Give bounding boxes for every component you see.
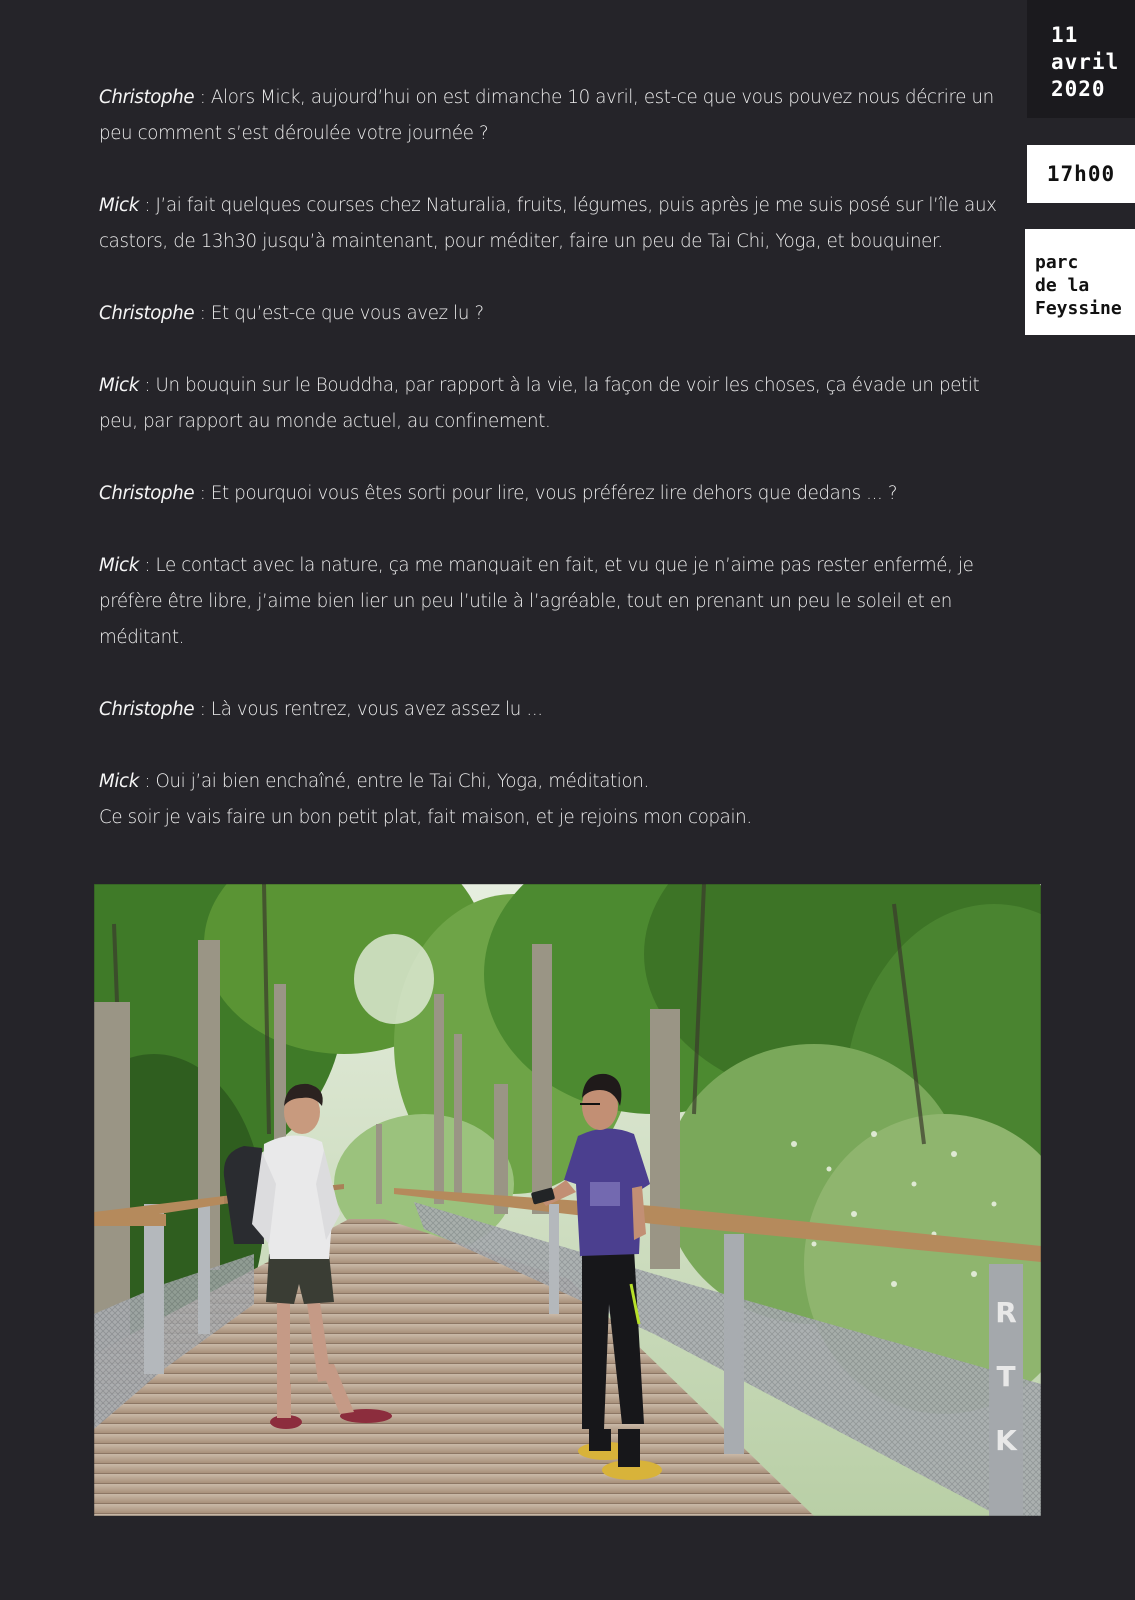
speaker-name: Mick <box>99 555 139 576</box>
exchange-text: Un bouquin sur le Bouddha, par rapport à la vie, la façon de voir les choses, ça évade un petit peu, par rapport au monde actuel, au confinement. <box>99 375 980 432</box>
date-year: 2020 <box>1051 77 1106 101</box>
interview-text <box>99 80 1004 872</box>
speaker-name: Mick <box>99 195 139 216</box>
exchange-text: Là vous rentrez, vous avez assez lu ... <box>210 699 543 720</box>
speaker-name: Christophe <box>99 483 195 504</box>
date-tag <box>1027 0 1135 118</box>
place-line-3: Feyssine <box>1035 298 1122 319</box>
date-month: avril <box>1051 50 1120 74</box>
speaker-name: Mick <box>99 771 139 792</box>
place-line-2: de la <box>1035 275 1090 296</box>
speaker-name: Christophe <box>99 699 195 720</box>
time-tag: 17h00 <box>1027 145 1135 203</box>
exchange: Mick : Le contact avec la nature, ça me manquait en fait, et vu que je n’aime pas rester enfermé, je préfère être libre, j’aime bien lier un peu l’utile à l’agréable, tout en prenant un peu le soleil et en méditant. <box>99 555 974 648</box>
exchange-text: Oui j’ai bien enchaîné, entre le Tai Chi, Yoga, méditation. <box>155 771 649 792</box>
exchange-text-continued: Ce soir je vais faire un bon petit plat, fait maison, et je rejoins mon copain. <box>99 807 752 828</box>
speaker-name: Christophe <box>99 303 195 324</box>
exchange: Christophe : Et pourquoi vous êtes sorti pour lire, vous préférez lire dehors que dedans ... ? <box>99 483 898 504</box>
speaker-name: Mick <box>99 375 139 396</box>
post-lettering: K <box>995 1424 1017 1457</box>
exchange: Christophe : Et qu’est-ce que vous avez lu ? <box>99 303 484 324</box>
exchange-text: Et qu’est-ce que vous avez lu ? <box>210 303 484 324</box>
photo-footbridge-icon <box>94 884 1041 1516</box>
exchange-text: J’ai fait quelques courses chez Naturalia, fruits, légumes, puis après je me suis posé sur l’île aux castors, de 13h30 jusqu’à maintenant, pour méditer, faire un peu de Tai Chi, Yoga, et bouquiner. <box>99 195 997 252</box>
exchange: Mick : Oui j’ai bien enchaîné, entre le Tai Chi, Yoga, méditation. Ce soir je vais faire un bon petit plat, fait maison, et je rejoins mon copain. <box>99 771 752 828</box>
exchange-text: Et pourquoi vous êtes sorti pour lire, vous préférez lire dehors que dedans ... ? <box>210 483 898 504</box>
post-lettering: T <box>996 1360 1016 1393</box>
exchange: Mick : Un bouquin sur le Bouddha, par rapport à la vie, la façon de voir les choses, ça évade un petit peu, par rapport au monde actuel, au confinement. <box>99 375 980 432</box>
place-tag <box>1025 229 1135 335</box>
exchange: Mick : J’ai fait quelques courses chez Naturalia, fruits, légumes, puis après je me suis posé sur l’île aux castors, de 13h30 jusqu’à maintenant, pour méditer, faire un peu de Tai Chi, Yoga, et bouquiner. <box>99 195 997 252</box>
exchange-text: Alors Mick, aujourd’hui on est dimanche 10 avril, est-ce que vous pouvez nous décrire un peu comment s’est déroulée votre journée ? <box>99 87 994 144</box>
place-line-1: parc <box>1035 252 1079 273</box>
exchange: Christophe : Alors Mick, aujourd’hui on est dimanche 10 avril, est-ce que vous pouvez nous décrire un peu comment s’est déroulée votre journée ? <box>99 87 994 144</box>
date-day: 11 <box>1051 23 1079 47</box>
speaker-name: Christophe <box>99 87 195 108</box>
exchange-text: Le contact avec la nature, ça me manquait en fait, et vu que je n’aime pas rester enfermé, je préfère être libre, j’aime bien lier un peu l’utile à l’agréable, tout en prenant un peu le soleil et en méditant. <box>99 555 974 648</box>
exchange: Christophe : Là vous rentrez, vous avez assez lu ... <box>99 699 543 720</box>
post-lettering: R <box>995 1296 1017 1329</box>
